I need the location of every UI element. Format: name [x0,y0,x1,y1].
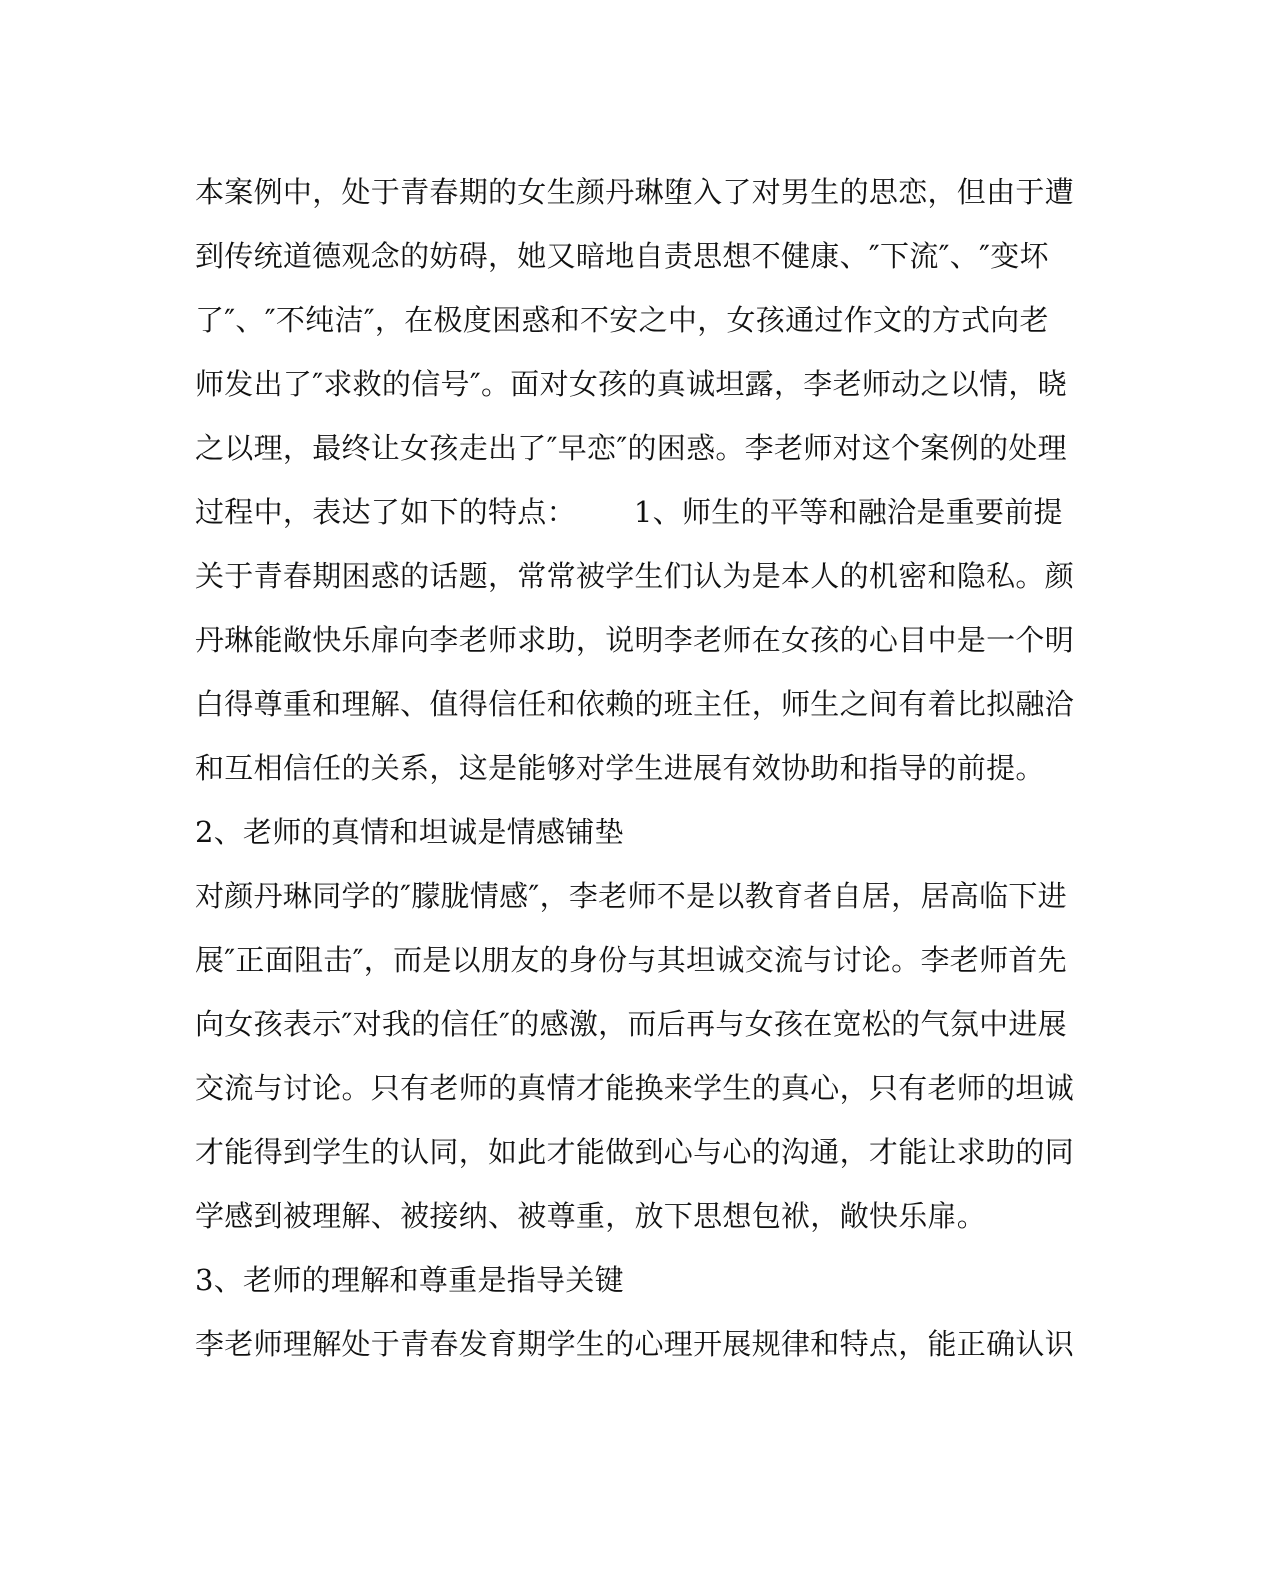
document-body [195,160,1075,1376]
text-line-with-heading [195,480,1075,544]
text-line: 白得尊重和理解、值得信任和依赖的班主任，师生之间有着比拟融洽 [195,687,1075,721]
text-line: 学感到被理解、被接纳、被尊重，放下思想包袱，敞快乐扉。 [195,1199,987,1233]
text-segment: 过程中，表达了如下的特点： [195,495,576,529]
text-line: 交流与讨论。只有老师的真情才能换来学生的真心，只有老师的坦诚 [195,1071,1075,1105]
text-line: 了″、″不纯洁″，在极度困惑和不安之中，女孩通过作文的方式向老 [195,303,1049,337]
section-heading-3: 3、老师的理解和尊重是指导关键 [195,1263,624,1297]
text-line: 展″正面阻击″，而是以朋友的身份与其坦诚交流与讨论。李老师首先 [195,943,1067,977]
text-line: 才能得到学生的认同，如此才能做到心与心的沟通，才能让求助的同 [195,1135,1075,1169]
text-line: 到传统道德观念的妨碍，她又暗地自责思想不健康、″下流″、″变坏 [195,239,1049,273]
text-line: 关于青春期困惑的话题，常常被学生们认为是本人的机密和隐私。颜 [195,559,1075,593]
text-line: 和互相信任的关系，这是能够对学生进展有效协助和指导的前提。 [195,751,1045,785]
text-line: 之以理，最终让女孩走出了″早恋″的困惑。李老师对这个案例的处理 [195,431,1067,465]
text-line: 师发出了″求救的信号″。面对女孩的真诚坦露，李老师动之以情，晓 [195,367,1067,401]
text-line: 李老师理解处于青春发育期学生的心理开展规律和特点，能正确认识 [195,1327,1075,1361]
section-heading-2: 2、老师的真情和坦诚是情感铺垫 [195,815,624,849]
text-line: 本案例中，处于青春期的女生颜丹琳堕入了对男生的思恋，但由于遭 [195,175,1075,209]
text-line: 丹琳能敞快乐扉向李老师求助，说明李老师在女孩的心目中是一个明 [195,623,1075,657]
text-line: 向女孩表示″对我的信任″的感激，而后再与女孩在宽松的气氛中进展 [195,1007,1067,1041]
text-line: 对颜丹琳同学的″朦胧情感″，李老师不是以教育者自居，居高临下进 [195,879,1067,913]
section-heading-1: 1、师生的平等和融洽是重要前提 [633,495,1063,529]
